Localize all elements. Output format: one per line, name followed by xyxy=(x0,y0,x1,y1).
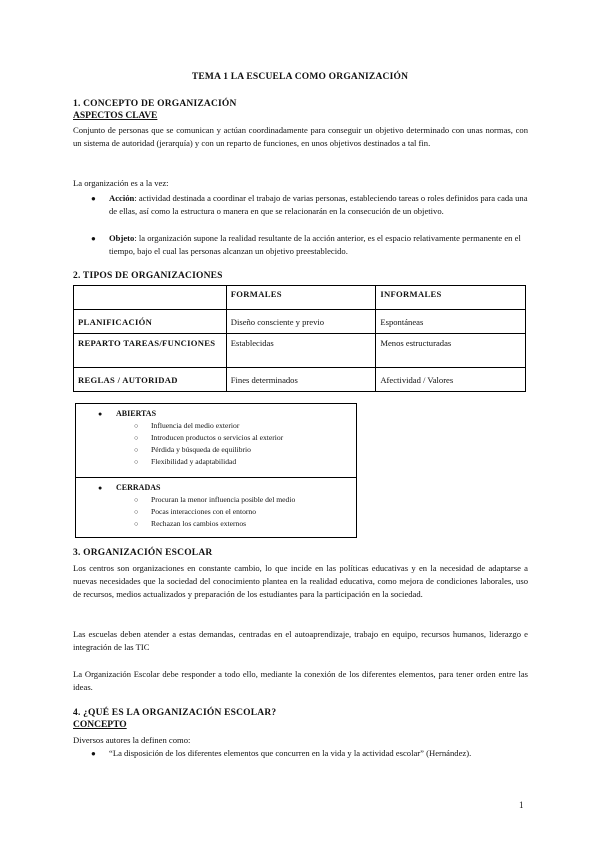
section-4-intro: Diversos autores la definen como: xyxy=(73,735,191,745)
page-title: TEMA 1 LA ESCUELA COMO ORGANIZACIÓN xyxy=(191,72,409,82)
open-list xyxy=(76,420,356,468)
open-closed-box xyxy=(75,403,357,538)
section-1-subheading: ASPECTOS CLAVE xyxy=(73,111,158,121)
bullet-icon: ● xyxy=(91,749,96,758)
table-header-row xyxy=(74,286,526,310)
list-item: ○ Procuran la menor influencia posible del medio xyxy=(134,495,296,504)
circle-bullet-icon: ○ xyxy=(134,458,139,466)
bullet-term: Acción xyxy=(109,193,135,203)
list-item: ○ Flexibilidad y adaptabilidad xyxy=(134,457,237,466)
bullet-term: Objeto xyxy=(109,233,135,243)
section-1-intro: La organización es a la vez: xyxy=(73,178,169,188)
section-2-heading: 2. TIPOS DE ORGANIZACIONES xyxy=(73,271,223,281)
bullet-text: : la organización supone la realidad resultante de la acción anterior, es el espacio relativamente permanente en el tiempo, bajo el cual las personas alcanzan un objetivo preestablecido. xyxy=(109,233,521,256)
table-cell: Establecidas xyxy=(226,334,376,368)
circle-bullet-icon: ○ xyxy=(134,434,139,442)
circle-bullet-icon: ○ xyxy=(134,508,139,516)
table-header-cell xyxy=(74,286,227,310)
circle-bullet-icon: ○ xyxy=(134,496,139,504)
page-number: 1 xyxy=(519,800,524,810)
table-cell: Diseño consciente y previo xyxy=(226,310,376,334)
bullet-accion xyxy=(93,192,528,218)
list-item: ○ Introducen productos o servicios al exterior xyxy=(134,433,284,442)
circle-bullet-icon: ○ xyxy=(134,422,139,430)
bullet-text: : actividad destinada a coordinar el trabajo de varias personas, estableciendo tareas o roles definidos para cada una de ellas, así como la estructura o manera en que se relacionarán en la consecución de un objetivo. xyxy=(109,193,528,216)
list-item: ○ Pérdida y búsqueda de equilibrio xyxy=(134,445,251,454)
table-cell: Afectividad / Valores xyxy=(376,368,526,392)
bullet-definition xyxy=(93,747,528,760)
closed-label: ● CERRADAS xyxy=(98,483,161,492)
section-1-heading: 1. CONCEPTO DE ORGANIZACIÓN xyxy=(73,99,237,109)
list-item: ○ Influencia del medio exterior xyxy=(134,421,240,430)
section-4-heading: 4. ¿QUÉ ES LA ORGANIZACIÓN ESCOLAR? xyxy=(73,708,277,718)
list-item: ○ Pocas interacciones con el entorno xyxy=(134,507,257,516)
closed-list xyxy=(76,494,356,530)
bullet-objeto xyxy=(93,232,528,258)
section-3-paragraph-2: Las escuelas deben atender a estas demandas, centradas en el autoaprendizaje, trabajo en equipo, recursos humanos, liderazgo e integración de las TIC xyxy=(73,629,528,652)
table-cell: PLANIFICACIÓN xyxy=(74,310,227,334)
table-cell: REPARTO TAREAS/FUNCIONES xyxy=(74,334,227,368)
table-row xyxy=(74,310,526,334)
bullet-icon: ● xyxy=(91,194,96,203)
section-1-paragraph: Conjunto de personas que se comunican y actúan coordinadamente para conseguir un objetivo determinado con unas normas, con un sistema de autoridad (jerarquía) y con un reparto de funciones, en unos objetivos destinados a tal fin. xyxy=(73,125,528,148)
table-row xyxy=(74,368,526,392)
table-row xyxy=(74,334,526,368)
table-cell: Menos estructuradas xyxy=(376,334,526,368)
table-cell: Espontáneas xyxy=(376,310,526,334)
section-3-paragraph-3: La Organización Escolar debe responder a todo ello, mediante la conexión de los diferentes elementos, para tener orden entre las ideas. xyxy=(73,669,528,692)
table-header-cell: INFORMALES xyxy=(376,286,526,310)
bullet-icon: ● xyxy=(98,410,103,418)
section-4-subheading: CONCEPTO xyxy=(73,720,127,730)
section-3-paragraph-1: Los centros son organizaciones en constante cambio, lo que incide en las políticas educativas y en la necesidad de adaptarse a nuevas necesidades que la sociedad del conocimiento plantea en la realidad educativa, como mejora de condiciones laborales, uso de recursos, medios actualizados y preparación de los estudiantes para la participación en la sociedad. xyxy=(73,563,528,599)
bullet-icon: ● xyxy=(98,484,103,492)
bullet-icon: ● xyxy=(91,234,96,243)
open-organizations-section xyxy=(76,404,356,477)
list-item: ○ Rechazan los cambios externos xyxy=(134,519,247,528)
table-cell: Fines determinados xyxy=(226,368,376,392)
section-3-heading: 3. ORGANIZACIÓN ESCOLAR xyxy=(73,548,213,558)
table-header-cell: FORMALES xyxy=(226,286,376,310)
closed-organizations-section xyxy=(76,477,356,537)
organization-types-table xyxy=(73,285,526,392)
bullet-text: “La disposición de los diferentes elementos que concurren en la vida y la actividad escolar” (Hernández). xyxy=(109,748,472,758)
circle-bullet-icon: ○ xyxy=(134,446,139,454)
table-cell: REGLAS / AUTORIDAD xyxy=(74,368,227,392)
circle-bullet-icon: ○ xyxy=(134,520,139,528)
open-label: ● ABIERTAS xyxy=(98,409,157,418)
